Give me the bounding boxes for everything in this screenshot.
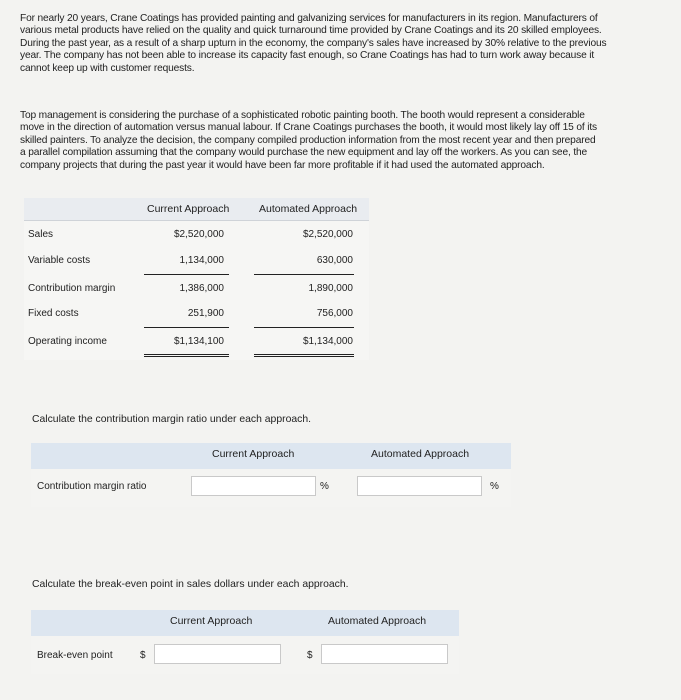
- current-break-even-input[interactable]: [154, 644, 281, 664]
- dollar-sign: $: [307, 650, 313, 661]
- current-value: 1,134,000: [179, 255, 224, 266]
- table-row: [24, 301, 369, 326]
- subtotal-line: [144, 327, 229, 328]
- automated-cm-ratio-input[interactable]: [357, 476, 482, 496]
- col-current-approach: Current Approach: [147, 203, 230, 215]
- table-header: [24, 198, 369, 221]
- text-line: Top management is considering the purchase of a sophisticated robotic painting booth. The booth would represent a considerable: [20, 110, 585, 121]
- table-row: [24, 248, 369, 273]
- percent-unit: %: [320, 481, 329, 492]
- col-automated-approach: Automated Approach: [259, 203, 358, 215]
- subtotal-line: [254, 274, 354, 275]
- col-current-approach: Current Approach: [212, 448, 295, 460]
- current-value: $2,520,000: [173, 229, 224, 240]
- text-line: company projects that during the past year it would have been far more profitable if it had used the automated approach.: [20, 159, 545, 171]
- col-current-approach: Current Approach: [170, 615, 253, 627]
- table-row: [24, 276, 369, 301]
- total-line: [254, 356, 354, 357]
- text-line: skilled painters. To analyze the decision, the company compiled production information from the most recent year and then prepared: [20, 134, 596, 146]
- table-row: [24, 329, 369, 354]
- cm-ratio-label: Contribution margin ratio: [37, 481, 147, 492]
- subtotal-line: [254, 327, 354, 328]
- intro-paragraph: [20, 13, 662, 75]
- text-line: During the past year, as a result of a sharp upturn in the economy, the company's sales have increased by 30% relative to the previous: [20, 37, 607, 49]
- break-even-label: Break-even point: [37, 650, 113, 661]
- total-line: [254, 354, 354, 355]
- row-label: Operating income: [28, 336, 107, 347]
- text-line: For nearly 20 years, Crane Coatings has provided painting and galvanizing services for manufacturers in its region. Manufacturers of: [20, 13, 598, 24]
- current-value: 1,386,000: [179, 283, 224, 294]
- grid-header: [31, 610, 459, 636]
- table-row: [24, 222, 369, 247]
- comparison-table: [24, 198, 369, 360]
- grid-header: [31, 443, 511, 469]
- current-value: $1,134,100: [173, 336, 224, 347]
- break-even-grid: [31, 610, 459, 674]
- text-line: cannot keep up with customer requests.: [20, 62, 195, 74]
- subtotal-line: [144, 274, 229, 275]
- row-label: Variable costs: [28, 255, 91, 266]
- row-label: Contribution margin: [28, 283, 116, 294]
- break-even-instruction: Calculate the break-even point in sales dollars under each approach.: [32, 579, 349, 590]
- current-cm-ratio-input[interactable]: [191, 476, 316, 496]
- percent-unit: %: [490, 481, 499, 492]
- management-paragraph: [20, 110, 662, 172]
- automated-value: 756,000: [316, 308, 353, 319]
- col-automated-approach: Automated Approach: [371, 448, 470, 460]
- text-line: move in the direction of automation versus manual labour. If Crane Coatings purchases the booth, it would most likely lay off 15 of its: [20, 122, 597, 134]
- total-line: [144, 354, 229, 355]
- cm-ratio-instruction: Calculate the contribution margin ratio under each approach.: [32, 414, 311, 425]
- cm-ratio-grid: [31, 443, 511, 507]
- automated-value: $2,520,000: [302, 229, 353, 240]
- text-line: various metal products have relied on the quality and quick turnaround time provided by Crane Coatings and its 20 skilled employees.: [20, 25, 602, 37]
- text-line: year. The company has not been able to increase its capacity fast enough, so Crane Coatings has had to turn work away because it: [20, 50, 595, 62]
- current-value: 251,900: [187, 308, 224, 319]
- automated-value: 1,890,000: [308, 283, 353, 294]
- total-line: [144, 356, 229, 357]
- text-line: a parallel compilation assuming that the company would purchase the new equipment and lay off the workers. As you can see, the: [20, 147, 588, 159]
- row-label: Sales: [28, 229, 54, 240]
- row-label: Fixed costs: [28, 308, 79, 319]
- automated-value: $1,134,000: [302, 336, 353, 347]
- dollar-sign: $: [140, 650, 146, 661]
- col-automated-approach: Automated Approach: [328, 615, 427, 627]
- automated-break-even-input[interactable]: [321, 644, 448, 664]
- automated-value: 630,000: [316, 255, 353, 266]
